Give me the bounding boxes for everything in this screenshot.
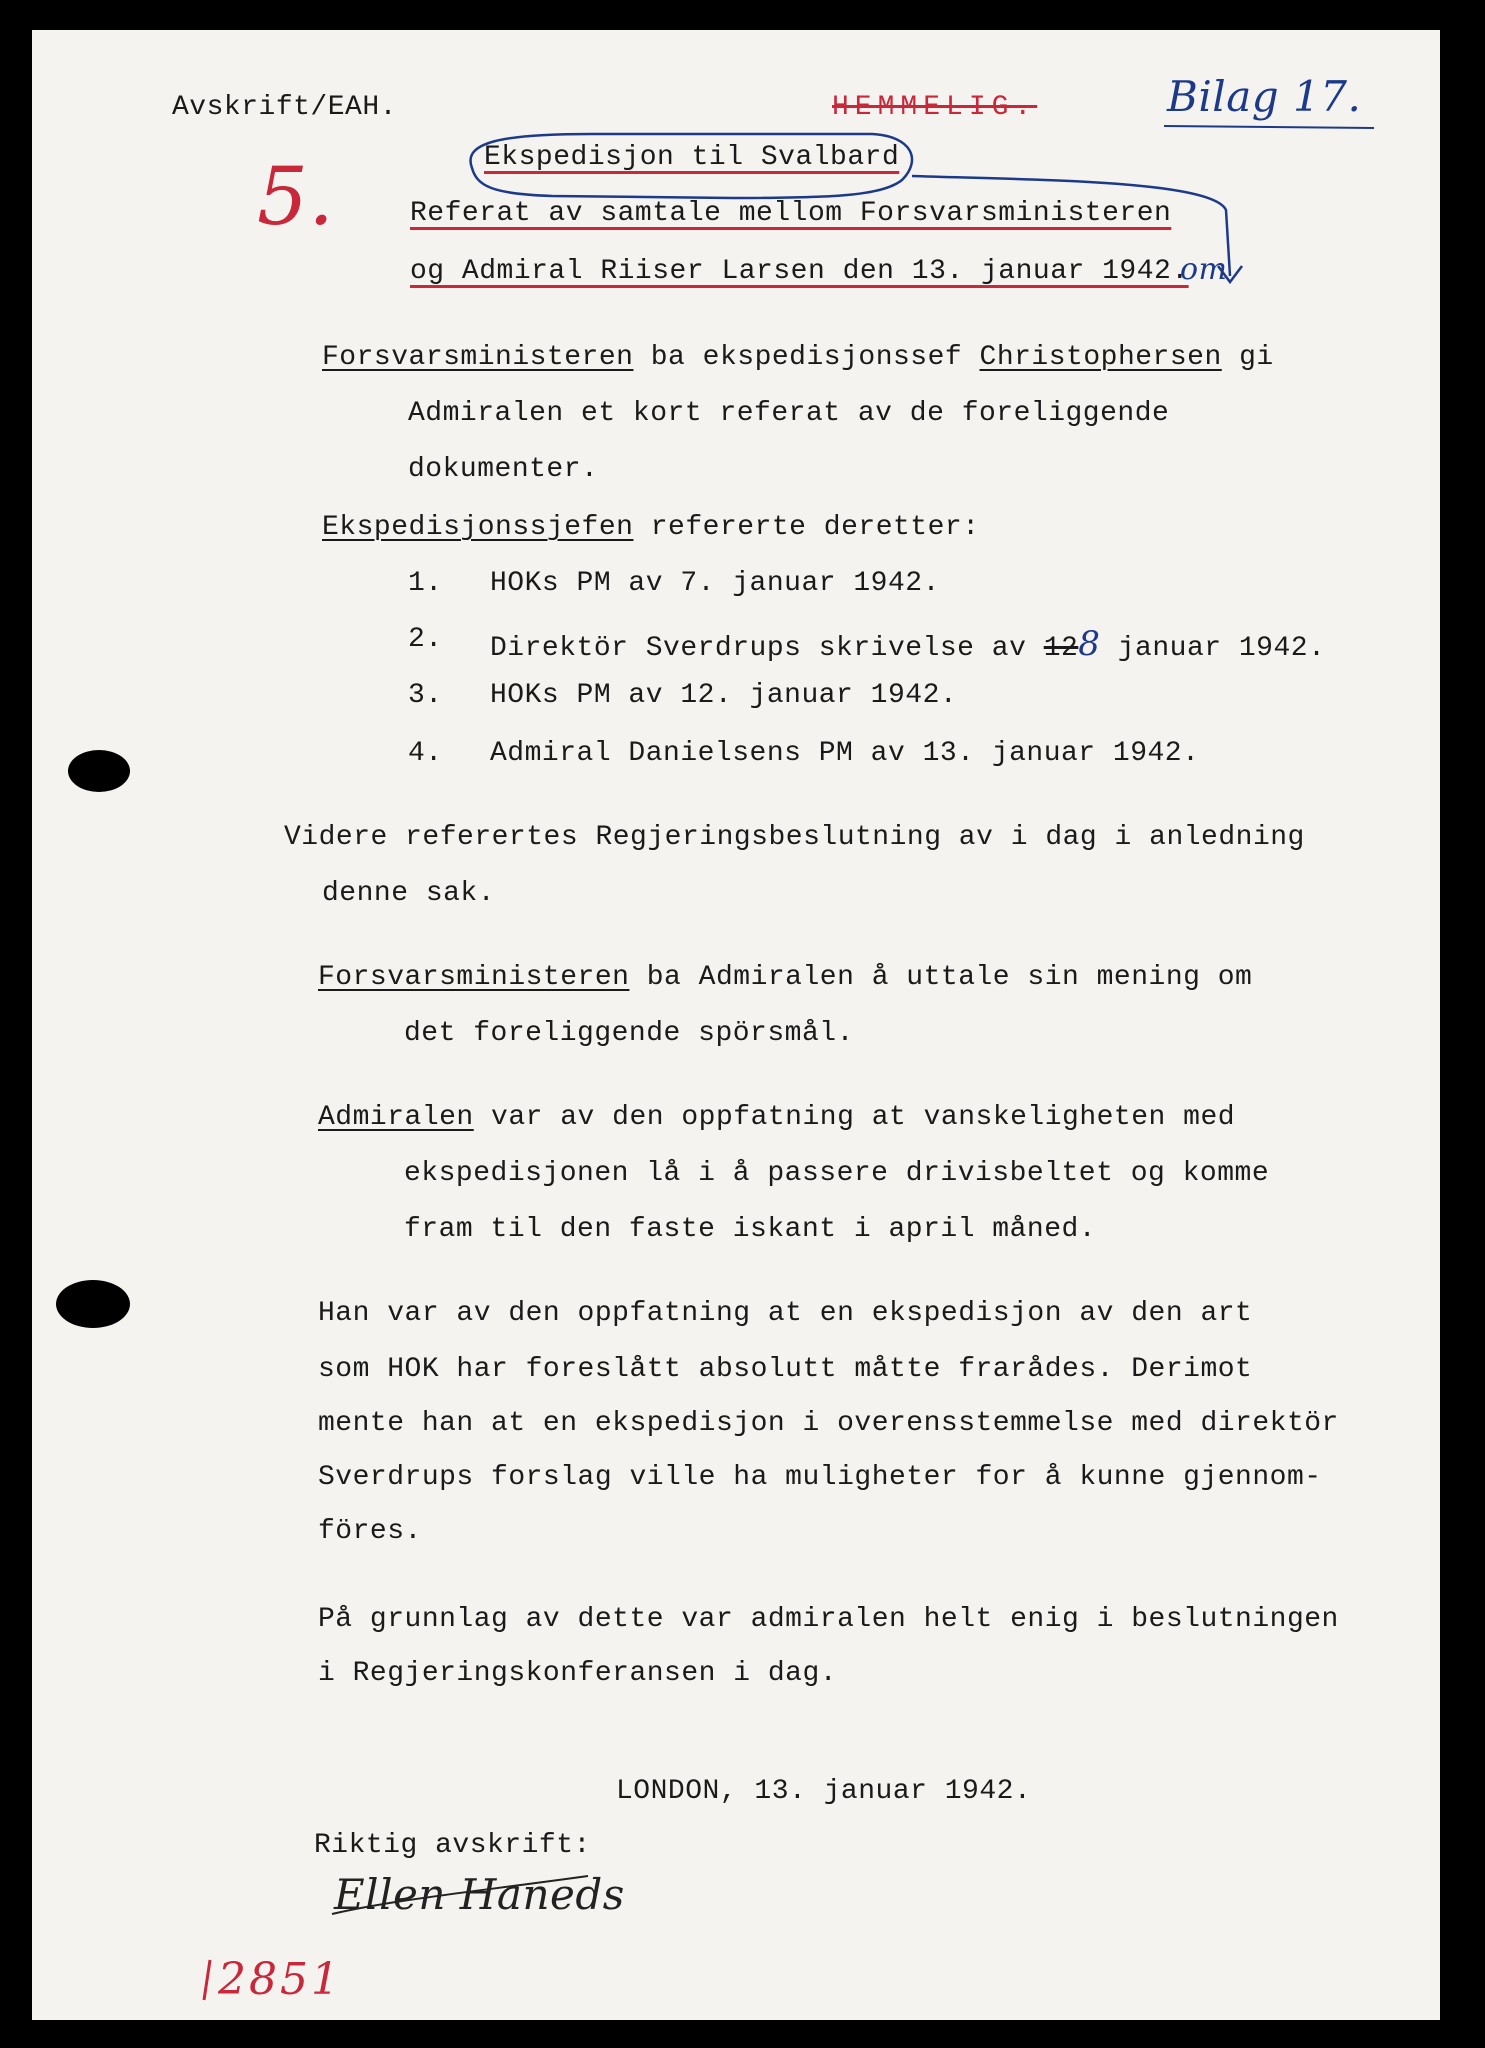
list-item-2-handwritten: 8 <box>1078 624 1101 664</box>
bilag-underline <box>1164 126 1374 128</box>
para3-line1: Videre referertes Regjeringsbeslutning av i dag i anledning <box>284 822 1305 853</box>
copy-reference: Avskrift/EAH. <box>172 92 397 123</box>
para2-text: refererte deretter: <box>633 512 980 543</box>
list-item-1-num: 1. <box>408 568 443 599</box>
para3-line2: denne sak. <box>322 878 496 909</box>
para5-text: var av den oppfatning at vanskeligheten med <box>473 1102 1236 1133</box>
margin-number: 5. <box>257 150 335 243</box>
certification-label: Riktig avskrift: <box>314 1830 591 1861</box>
para6-line4: Sverdrups forslag ville ha muligheter for å kunne gjennom- <box>318 1462 1322 1493</box>
list-item-3-text: HOKs PM av 12. januar 1942. <box>490 680 958 711</box>
signature-underline <box>332 1876 588 1914</box>
para6-line2: som HOK har foreslått absolutt måtte frarådes. Derimot <box>318 1354 1253 1385</box>
punch-hole-top <box>68 750 130 792</box>
para5-subject: Admiralen <box>318 1102 474 1133</box>
signature: Ellen Haneds <box>334 1870 625 1919</box>
para4-line2: det foreliggende spörsmål. <box>404 1018 854 1049</box>
para6-line1: Han var av den oppfatning at en ekspedisjon av den art <box>318 1298 1253 1329</box>
para4-text: ba Admiralen å uttale sin mening om <box>629 962 1253 993</box>
list-item-2-after: januar 1942. <box>1100 633 1326 664</box>
list-item-3-num: 3. <box>408 680 443 711</box>
para6-line5: föres. <box>318 1516 422 1547</box>
para4-subject: Forsvarsministeren <box>318 962 630 993</box>
handwritten-marks <box>32 30 1440 2020</box>
list-item-2-struck: 12 <box>1043 633 1079 664</box>
list-item-4-text: Admiral Danielsens PM av 13. januar 1942. <box>490 738 1200 769</box>
title-handwritten-mark: om <box>1180 252 1228 287</box>
archive-bracket <box>204 1960 210 2000</box>
list-item-1-text: HOKs PM av 7. januar 1942. <box>490 568 940 599</box>
title-line-1: Ekspedisjon til Svalbard <box>484 142 900 173</box>
archive-number: 2851 <box>218 1954 342 2005</box>
punch-hole-bottom <box>56 1280 130 1328</box>
para5-line2: ekspedisjonen lå i å passere drivisbeltet og komme <box>404 1158 1270 1189</box>
para7-line2: i Regjeringskonferansen i dag. <box>318 1658 838 1689</box>
title-line-2: Referat av samtale mellom Forsvarsministeren <box>410 198 1172 229</box>
place-date: LONDON, 13. januar 1942. <box>616 1776 1032 1807</box>
para1-line2: Admiralen et kort referat av de foreliggende <box>408 398 1170 429</box>
list-item-2-before: Direktör Sverdrups skrivelse av <box>490 633 1044 664</box>
list-item-4-num: 4. <box>408 738 443 769</box>
bilag-annotation: Bilag 17. <box>1167 72 1362 121</box>
title-arrow-line <box>912 176 1230 276</box>
title-circle <box>471 134 913 198</box>
classification-stamp: HEMMELIG. <box>832 92 1038 123</box>
para2-subject: Ekspedisjonssjefen <box>322 512 634 543</box>
para6-line3: mente han at en ekspedisjon i overensstemmelse med direktör <box>318 1408 1339 1439</box>
para5-line3: fram til den faste iskant i april måned. <box>404 1214 1097 1245</box>
list-item-2-num: 2. <box>408 624 443 655</box>
document-page <box>32 30 1440 2020</box>
para1-line3: dokumenter. <box>408 454 599 485</box>
para1-text2: gi <box>1221 342 1274 373</box>
title-line-3: og Admiral Riiser Larsen den 13. januar 1942. <box>410 256 1189 287</box>
para1-name: Christophersen <box>979 342 1222 373</box>
para1-text1: ba ekspedisjonssef <box>633 342 980 373</box>
para7-line1: På grunnlag av dette var admiralen helt enig i beslutningen <box>318 1604 1339 1635</box>
para1-subject: Forsvarsministeren <box>322 342 634 373</box>
